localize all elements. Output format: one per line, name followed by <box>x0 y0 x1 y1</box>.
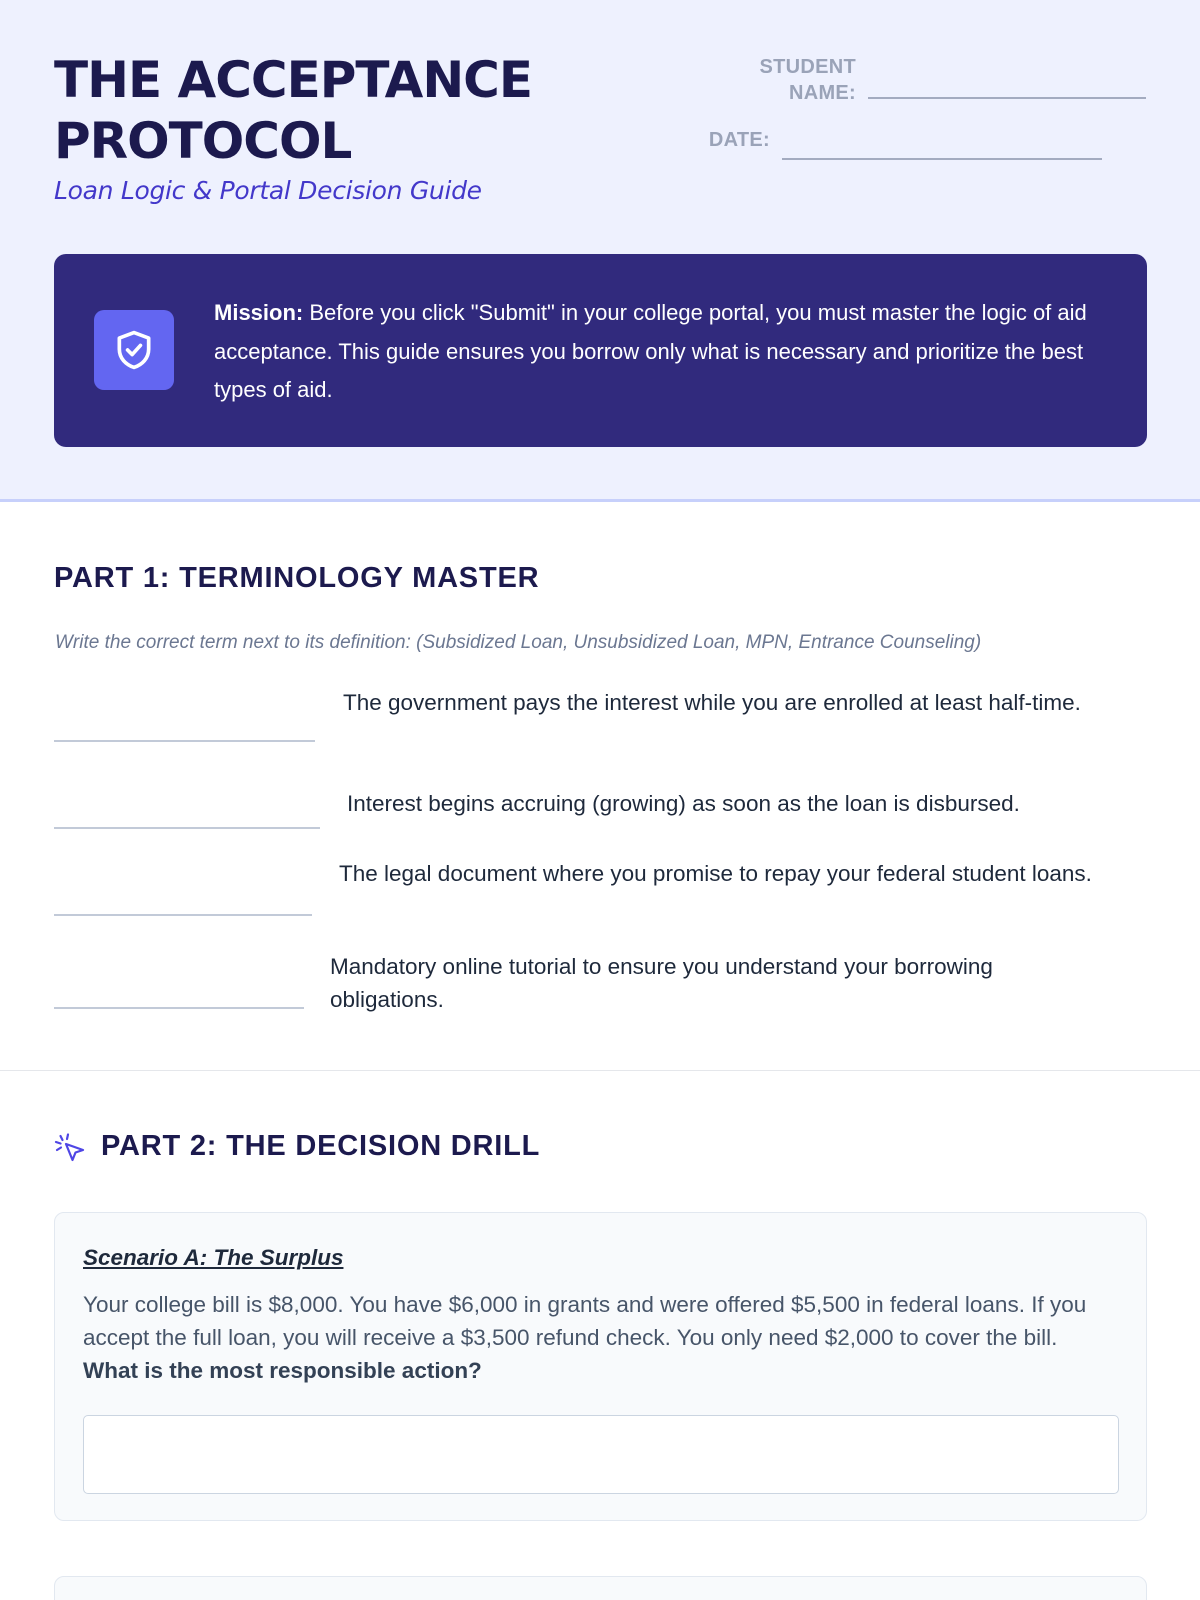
term-answer-line[interactable] <box>54 827 320 829</box>
term-answer-line[interactable] <box>54 740 315 742</box>
scenario-card-next <box>54 1576 1147 1600</box>
mission-label: Mission: <box>214 300 304 325</box>
page-subtitle: Loan Logic & Portal Decision Guide <box>54 176 482 205</box>
term-answer-line[interactable] <box>54 914 312 916</box>
shield-check-icon <box>94 310 174 390</box>
scenario-card <box>54 1212 1147 1521</box>
mission-banner <box>54 254 1147 447</box>
term-definition: Mandatory online tutorial to ensure you understand your borrowing obligations. <box>330 954 993 1012</box>
term-definition: The government pays the interest while you are enrolled at least half-time. <box>343 690 1081 715</box>
section-divider <box>0 1070 1200 1071</box>
scenario-answer-box[interactable] <box>83 1415 1119 1494</box>
part2-title: PART 2: THE DECISION DRILL <box>101 1130 541 1162</box>
term-definition: Interest begins accruing (growing) as soon as the loan is disbursed. <box>347 791 1020 816</box>
mission-text <box>214 294 1094 410</box>
date-field[interactable] <box>782 158 1102 160</box>
scenario-text: Your college bill is $8,000. You have $6,000 in grants and were offered $5,500 in federal loans. If you accept the full loan, you will receive a $3,500 refund check. You only need $2,000 to cover the bill. <box>83 1292 1087 1350</box>
worksheet-header <box>0 0 1200 502</box>
term-definition: The legal document where you promise to repay your federal student loans. <box>339 861 1092 886</box>
part1-title: PART 1: TERMINOLOGY MASTER <box>54 562 540 594</box>
term-answer-line[interactable] <box>54 1007 304 1009</box>
student-name-field[interactable] <box>868 97 1146 99</box>
date-label: DATE: <box>708 129 770 151</box>
scenario-question: What is the most responsible action? <box>83 1358 482 1383</box>
student-name-label: STUDENT NAME: <box>759 56 856 104</box>
mission-body: Before you click "Submit" in your college portal, you must master the logic of aid acceptance. This guide ensures you borrow only what is necessary and prioritize the best types of aid. <box>214 300 1087 402</box>
page-title: THE ACCEPTANCE PROTOCOL <box>54 51 533 170</box>
cursor-click-icon <box>54 1132 86 1164</box>
part1-instruction: Write the correct term next to its definition: (Subsidized Loan, Unsubsidized Loan, MPN, Entrance Counseling) <box>55 632 982 653</box>
scenario-body <box>83 1288 1093 1387</box>
scenario-title: Scenario A: The Surplus <box>83 1245 344 1270</box>
